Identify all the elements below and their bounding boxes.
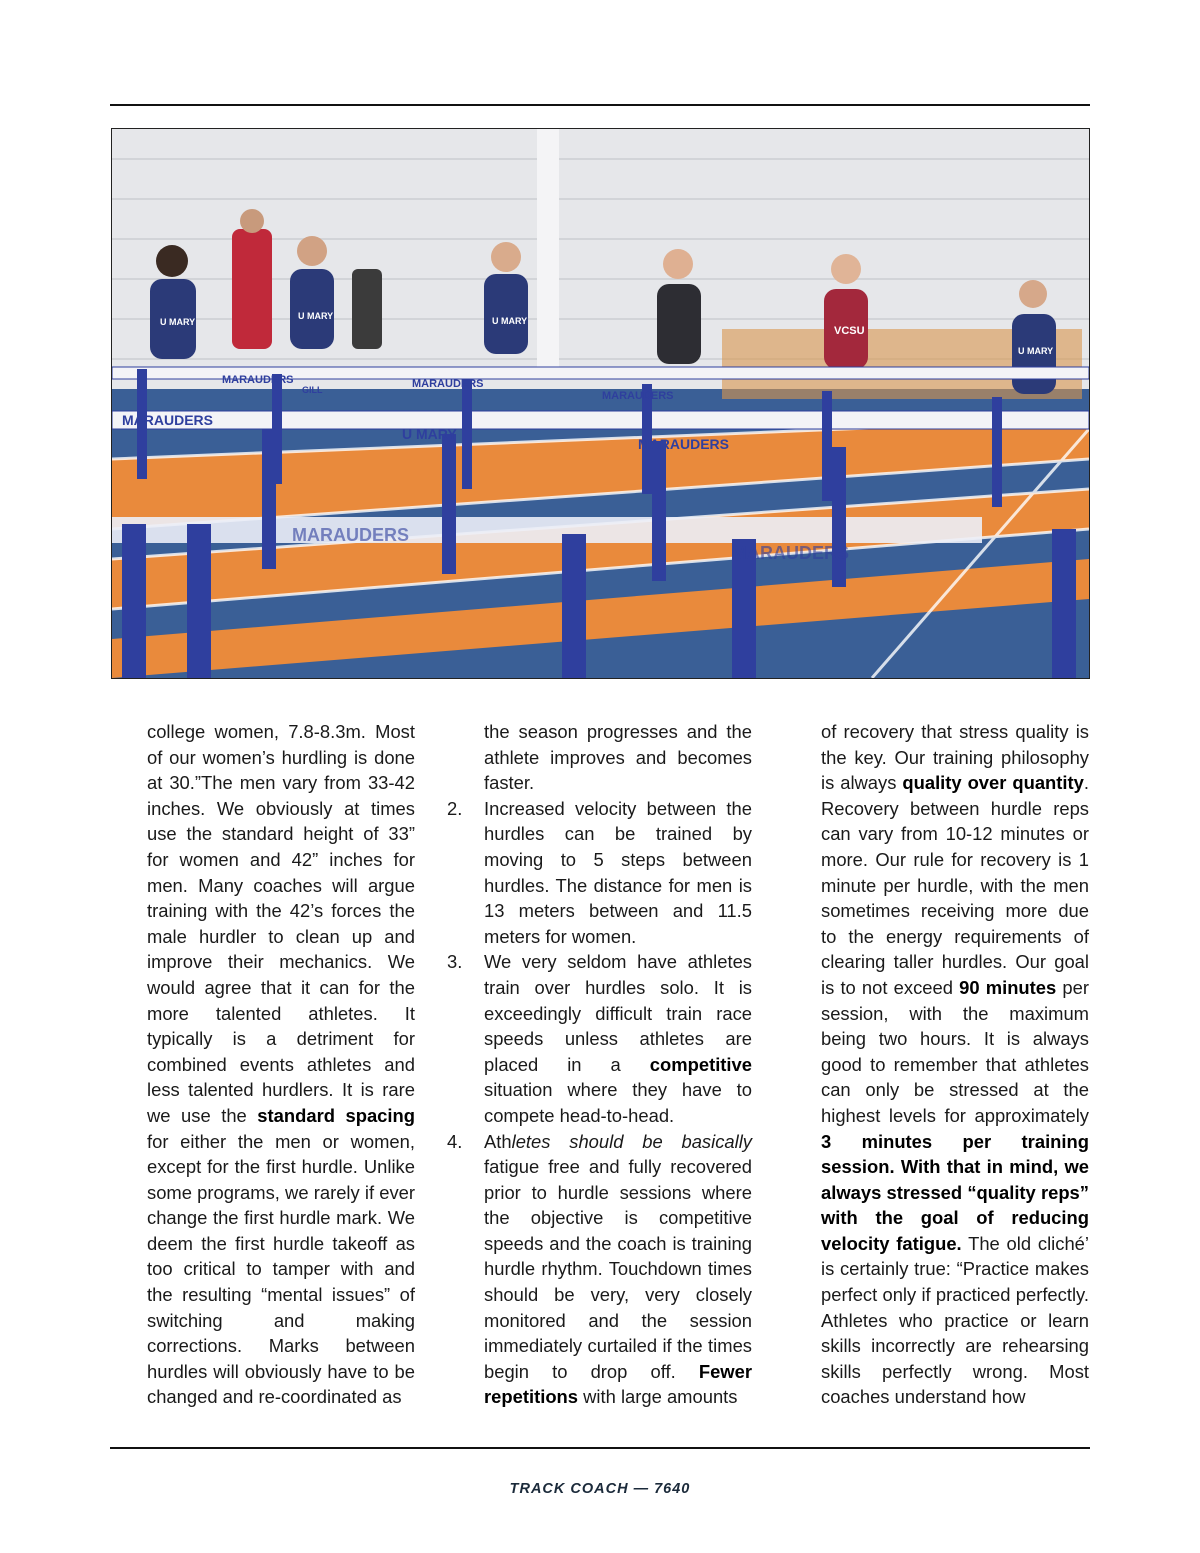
numbered-list xyxy=(447,796,752,1410)
banner-marauders-4: MARAUDERS xyxy=(122,412,213,428)
banner-marauders-5: MARAUDERS xyxy=(638,436,729,452)
list-item-4: 4. Athletes should be basically fatigue free and fully recovered prior to hurdle sessions where the objective is competitive speeds and the coach is training hurdle rhythm. Touchdown times should be very, very closely monitored and the session immediately curtailed if the times begin to drop off. Fewer repetitions with large amounts xyxy=(447,1130,752,1408)
hurdles-race-photo xyxy=(111,128,1090,679)
top-rule xyxy=(110,104,1090,106)
jersey-umary-2: U MARY xyxy=(298,311,334,321)
list-item-3: 3. We very seldom have athletes train over hurdles solo. It is exceedingly difficult train race speeds unless athletes are placed in a competitive situation where they have to compete head-to-head. xyxy=(447,951,752,1126)
banner-marauders-6: MARAUDERS xyxy=(292,525,409,545)
col3-paragraph: of recovery that stress quality is the key. Our training philosophy is always quality over quantity. Recovery between hurdle reps can vary from 10-12 minutes or more. Our rule for recovery is 1 minute per hurdle, with the men sometimes receiving more due to the energy requirements of clearing taller hurdles. Our goal is to not exceed 90 minutes per session, with the maximum being two hours. It is always good to remember that athletes can only be stressed at the highest levels for approximately 3 minutes per training session. With that in mind, we always stressed “quality reps” with the goal of reducing velocity fatigue. The old cliché’ is certainly true: “Practice makes perfect only if practiced perfectly. Athletes who practice or learn skills incorrectly are rehearsing skills perfectly wrong. Most coaches understand how xyxy=(821,721,1089,1408)
bold-standard-spacing: standard spacing xyxy=(257,1104,415,1126)
list-item-1-continued: the season progresses and the athlete improves and becomes faster. xyxy=(484,721,752,794)
jersey-umary-3: U MARY xyxy=(492,316,528,326)
column-3 xyxy=(821,719,1089,1410)
jersey-vcsu: VCSU xyxy=(834,325,865,337)
banner-marauders-2: MARAUDERS xyxy=(412,378,484,390)
column-2 xyxy=(447,719,752,1410)
banner-marauders-7: MARAUDERS xyxy=(732,543,849,563)
track-hurdles-photo-icon xyxy=(112,129,1089,678)
col1-paragraph: college women, 7.8-8.3m. Most of our women’s hurdling is done at 30.”The men vary from 33-42 inches. We obviously at times use the standard height of 33” for women and 42” inches for men. Many coaches will argue training with the 42’s forces the male hurdler to clean up and improve their mechanics. We would agree that it can for the more talented athletes. It typically is a detriment for combined events athletes and less talented hurdlers. It is rare we use the standard spacing for either the men or women, except for the first hurdle. Unlike some programs, we rarely if ever change the first hurdle mark. We deem the first hurdle takeoff as too critical to tamper with and the resulting “mental issues” of switching and making corrections. Marks between hurdles will obviously have to be changed and re-coordinated as xyxy=(147,721,415,1408)
jersey-umary-1: U MARY xyxy=(160,317,196,327)
column-1 xyxy=(147,719,415,1410)
bottom-rule xyxy=(110,1447,1090,1449)
list-item-2: 2. Increased velocity between the hurdles can be trained by moving to 5 steps between hurdles. The distance for men is 13 meters between and 11.5 meters for women. xyxy=(447,797,752,947)
banner-marauders-1: MARAUDERS xyxy=(222,374,294,386)
page-footer: TRACK COACH — 7640 xyxy=(509,1481,691,1497)
gill-logo: GILL xyxy=(302,385,323,395)
banner-marauders-3: MARAUDERS xyxy=(602,390,674,402)
jersey-umary-4: U MARY xyxy=(1018,346,1054,356)
banner-school: U MARY xyxy=(402,426,457,442)
